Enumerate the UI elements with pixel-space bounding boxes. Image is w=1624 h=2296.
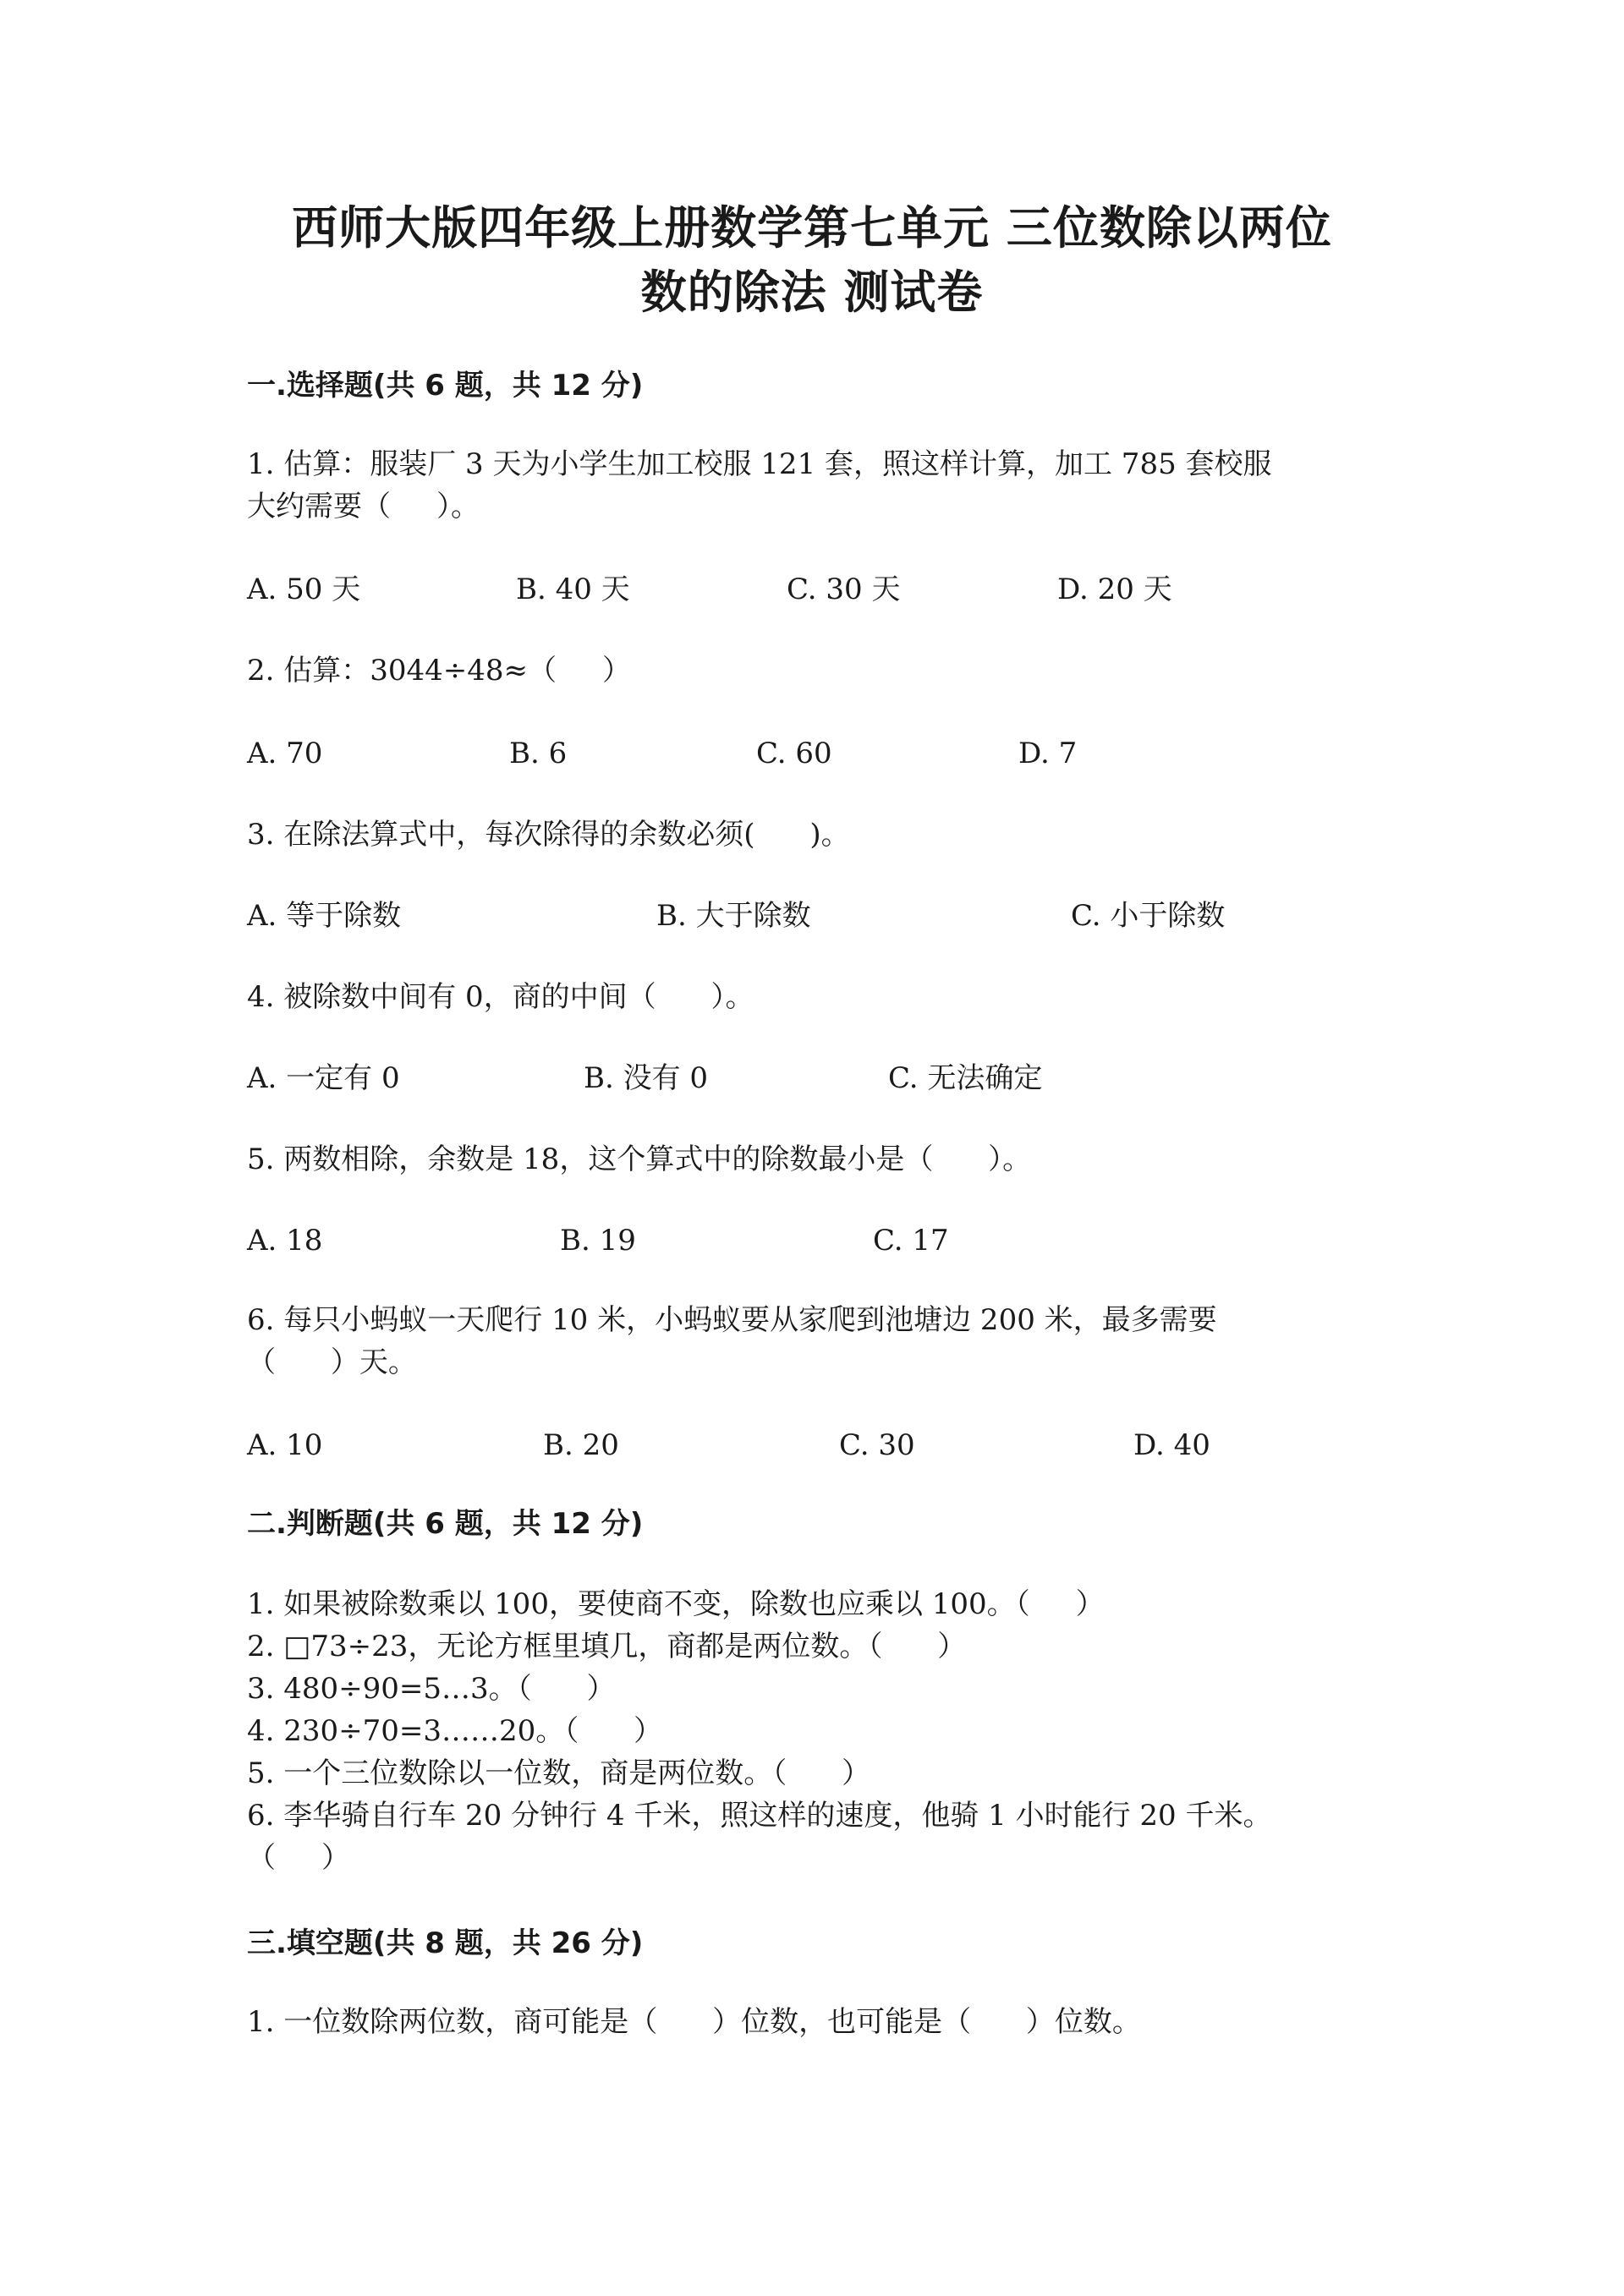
title-line-2: 数的除法 测试卷: [640, 266, 984, 319]
option-a: A. 10: [247, 1428, 323, 1462]
choice-question-3: 3. 在除法算式中，每次除得的余数必须( )。: [247, 818, 850, 852]
title-line-1: 西师大版四年级上册数学第七单元 三位数除以两位: [292, 201, 1332, 255]
option-c: C. 小于除数: [1071, 899, 1226, 933]
option-c: C. 无法确定: [888, 1061, 1043, 1095]
choice-options-1: [247, 568, 1380, 611]
option-a: A. 等于除数: [247, 899, 402, 933]
fill-question-1: 1. 一位数除两位数，商可能是（ ）位数，也可能是（ ）位数。: [247, 2005, 1141, 2039]
judge-item-3: 3. 480÷90=5…3。（ ）: [247, 1672, 616, 1706]
choice-options-3: [247, 895, 1380, 937]
choice-options-2: [247, 732, 1380, 775]
section-heading-fill: 三.填空题(共 8 题，共 26 分): [247, 1926, 644, 1960]
choice-question-2: 2. 估算：3044÷48≈（ ）: [247, 654, 632, 688]
option-a: A. 70: [247, 737, 323, 770]
option-d: D. 7: [1018, 737, 1078, 770]
judge-list: [247, 1583, 1380, 1879]
choice-options-4: [247, 1057, 1380, 1099]
choice-question-4: 4. 被除数中间有 0，商的中间（ ）。: [247, 980, 754, 1014]
choice-question-5: 5. 两数相除，余数是 18，这个算式中的除数最小是（ ）。: [247, 1143, 1032, 1176]
judge-item-4: 4. 230÷70=3……20。（ ）: [247, 1714, 663, 1748]
option-c: C. 30: [839, 1428, 915, 1462]
choice-question-1: 1. 估算：服装厂 3 天为小学生加工校服 121 套，照这样计算，加工 785 套校服 大约需要（ ）。: [247, 447, 1272, 523]
option-b: B. 19: [560, 1224, 636, 1258]
option-d: D. 20 天: [1057, 573, 1172, 606]
option-a: A. 一定有 0: [247, 1061, 400, 1095]
option-b: B. 20: [543, 1428, 619, 1462]
judge-item-1: 1. 如果被除数乘以 100，要使商不变，除数也应乘以 100。（ ）: [247, 1587, 1105, 1621]
choice-question-6: 6. 每只小蚂蚁一天爬行 10 米，小蚂蚁要从家爬到池塘边 200 米，最多需要 （ ）天。: [247, 1303, 1217, 1379]
judge-item-5: 5. 一个三位数除以一位数，商是两位数。（ ）: [247, 1756, 871, 1790]
option-b: B. 6: [509, 737, 568, 770]
option-a: A. 18: [247, 1224, 323, 1258]
section-heading-choice: 一.选择题(共 6 题，共 12 分): [247, 369, 644, 403]
choice-options-5: [247, 1219, 1380, 1262]
option-d: D. 40: [1133, 1428, 1210, 1462]
option-b: B. 没有 0: [584, 1061, 709, 1095]
option-c: C. 60: [756, 737, 832, 770]
section-heading-judge: 二.判断题(共 6 题，共 12 分): [247, 1507, 644, 1541]
judge-item-6: 6. 李华骑自行车 20 分钟行 4 千米，照这样的速度，他骑 1 小时能行 20 千米。 （ ）: [247, 1799, 1272, 1875]
page-title: [211, 196, 1413, 325]
judge-item-2: 2. □73÷23，无论方框里填几，商都是两位数。（ ）: [247, 1630, 967, 1663]
option-c: C. 30 天: [787, 573, 901, 606]
choice-options-6: [247, 1424, 1380, 1466]
option-b: B. 大于除数: [656, 899, 811, 933]
option-b: B. 40 天: [516, 573, 630, 606]
option-c: C. 17: [873, 1224, 949, 1258]
option-a: A. 50 天: [247, 573, 361, 606]
